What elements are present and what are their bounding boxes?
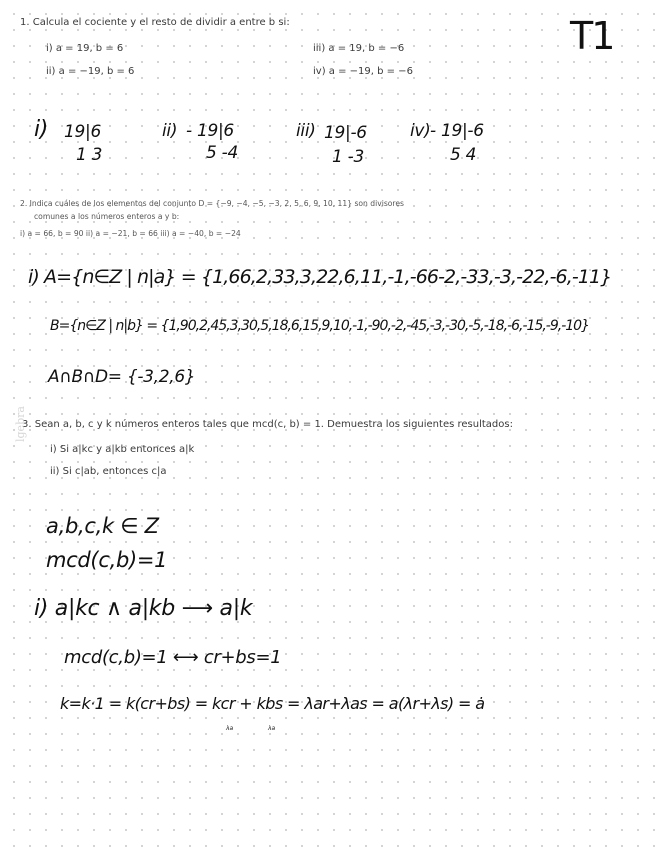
q3-title: 3. Sean a, b, c y k números enteros tales que mcd(c, b) = 1. Demuestra los siguientes resultados:: [22, 419, 513, 430]
watermark-text: lgebra: [14, 406, 27, 442]
q3-item-i: i) Si a|kc y a|kb entonces a|k: [50, 444, 195, 455]
hw3-line4: mcd(c,b)=1 ⟷ cr+bs=1: [64, 647, 282, 668]
q1-title: 1. Calcula el cociente y el resto de dividir a entre b si:: [20, 17, 290, 28]
hw3-underbrace-2: λa: [268, 725, 276, 732]
hw1-iii-label: iii): [296, 121, 316, 141]
hw2-intersection: A∩B∩D= {-3,2,6}: [48, 367, 196, 387]
hw1-ii-result: 5 -4: [206, 143, 238, 163]
hw2-set-b: B={n∈Z | n|b} = {1,90,2,45,3,30,5,18,6,15,9,10,-1,-90,-2,-45,-3,-30,-5,-18,-6,-15,-9,-10}: [50, 318, 589, 334]
corner-label: T1: [570, 14, 614, 58]
hw1-ii-label: ii): [162, 121, 178, 141]
q1-item-i: i) a = 19, b = 6: [46, 43, 124, 54]
hw1-ii-division: - 19|6: [186, 121, 234, 141]
hw1-iii-result: 1 -3: [332, 147, 364, 167]
hw1-i-label: i): [34, 117, 49, 142]
q1-item-iii: iii) a = 19, b = −6: [313, 43, 405, 54]
q2-line1: 2. Indica cuáles de los elementos del conjunto D = {−9, −4, −5, −3, 2, 5, 6, 9, 10, 11} son divisores: [20, 199, 404, 208]
hw1-iii-division: 19|-6: [324, 123, 367, 143]
q2-line2: comunes a los números enteros a y b:: [34, 212, 180, 221]
hw3-line2: mcd(c,b)=1: [46, 548, 168, 572]
hw1-i-result: 1 3: [76, 145, 103, 165]
q1-item-iv: iv) a = −19, b = −6: [313, 66, 413, 77]
q2-line3: i) a = 66, b = 90 ii) a = −21, b = 66 iii) a = −40, b = −24: [20, 229, 241, 238]
hw1-iv-result: 5 4: [450, 145, 477, 165]
hw3-line1: a,b,c,k ∈ Z: [46, 514, 159, 538]
q3-item-ii: ii) Si c|ab, entonces c|a: [50, 466, 167, 477]
hw3-line3: i) a|kc ∧ a|kb ⟶ a|k: [34, 596, 253, 621]
q1-item-ii: ii) a = −19, b = 6: [46, 66, 135, 77]
hw1-i-division: 19|6: [64, 122, 101, 142]
hw3-line5: k=k·1 = k(cr+bs) = kcr + kbs = λar+λas = a(λr+λs) = ȧ: [60, 694, 485, 713]
hw1-iv-label: iv): [410, 121, 431, 141]
hw1-iv-division: - 19|-6: [430, 121, 484, 141]
hw2-set-a: i) A={n∈Z | n|a} = {1,66,2,33,3,22,6,11,-1,-66-2,-33,-3,-22,-6,-11}: [28, 266, 612, 288]
hw3-underbrace-1: λa: [226, 725, 234, 732]
